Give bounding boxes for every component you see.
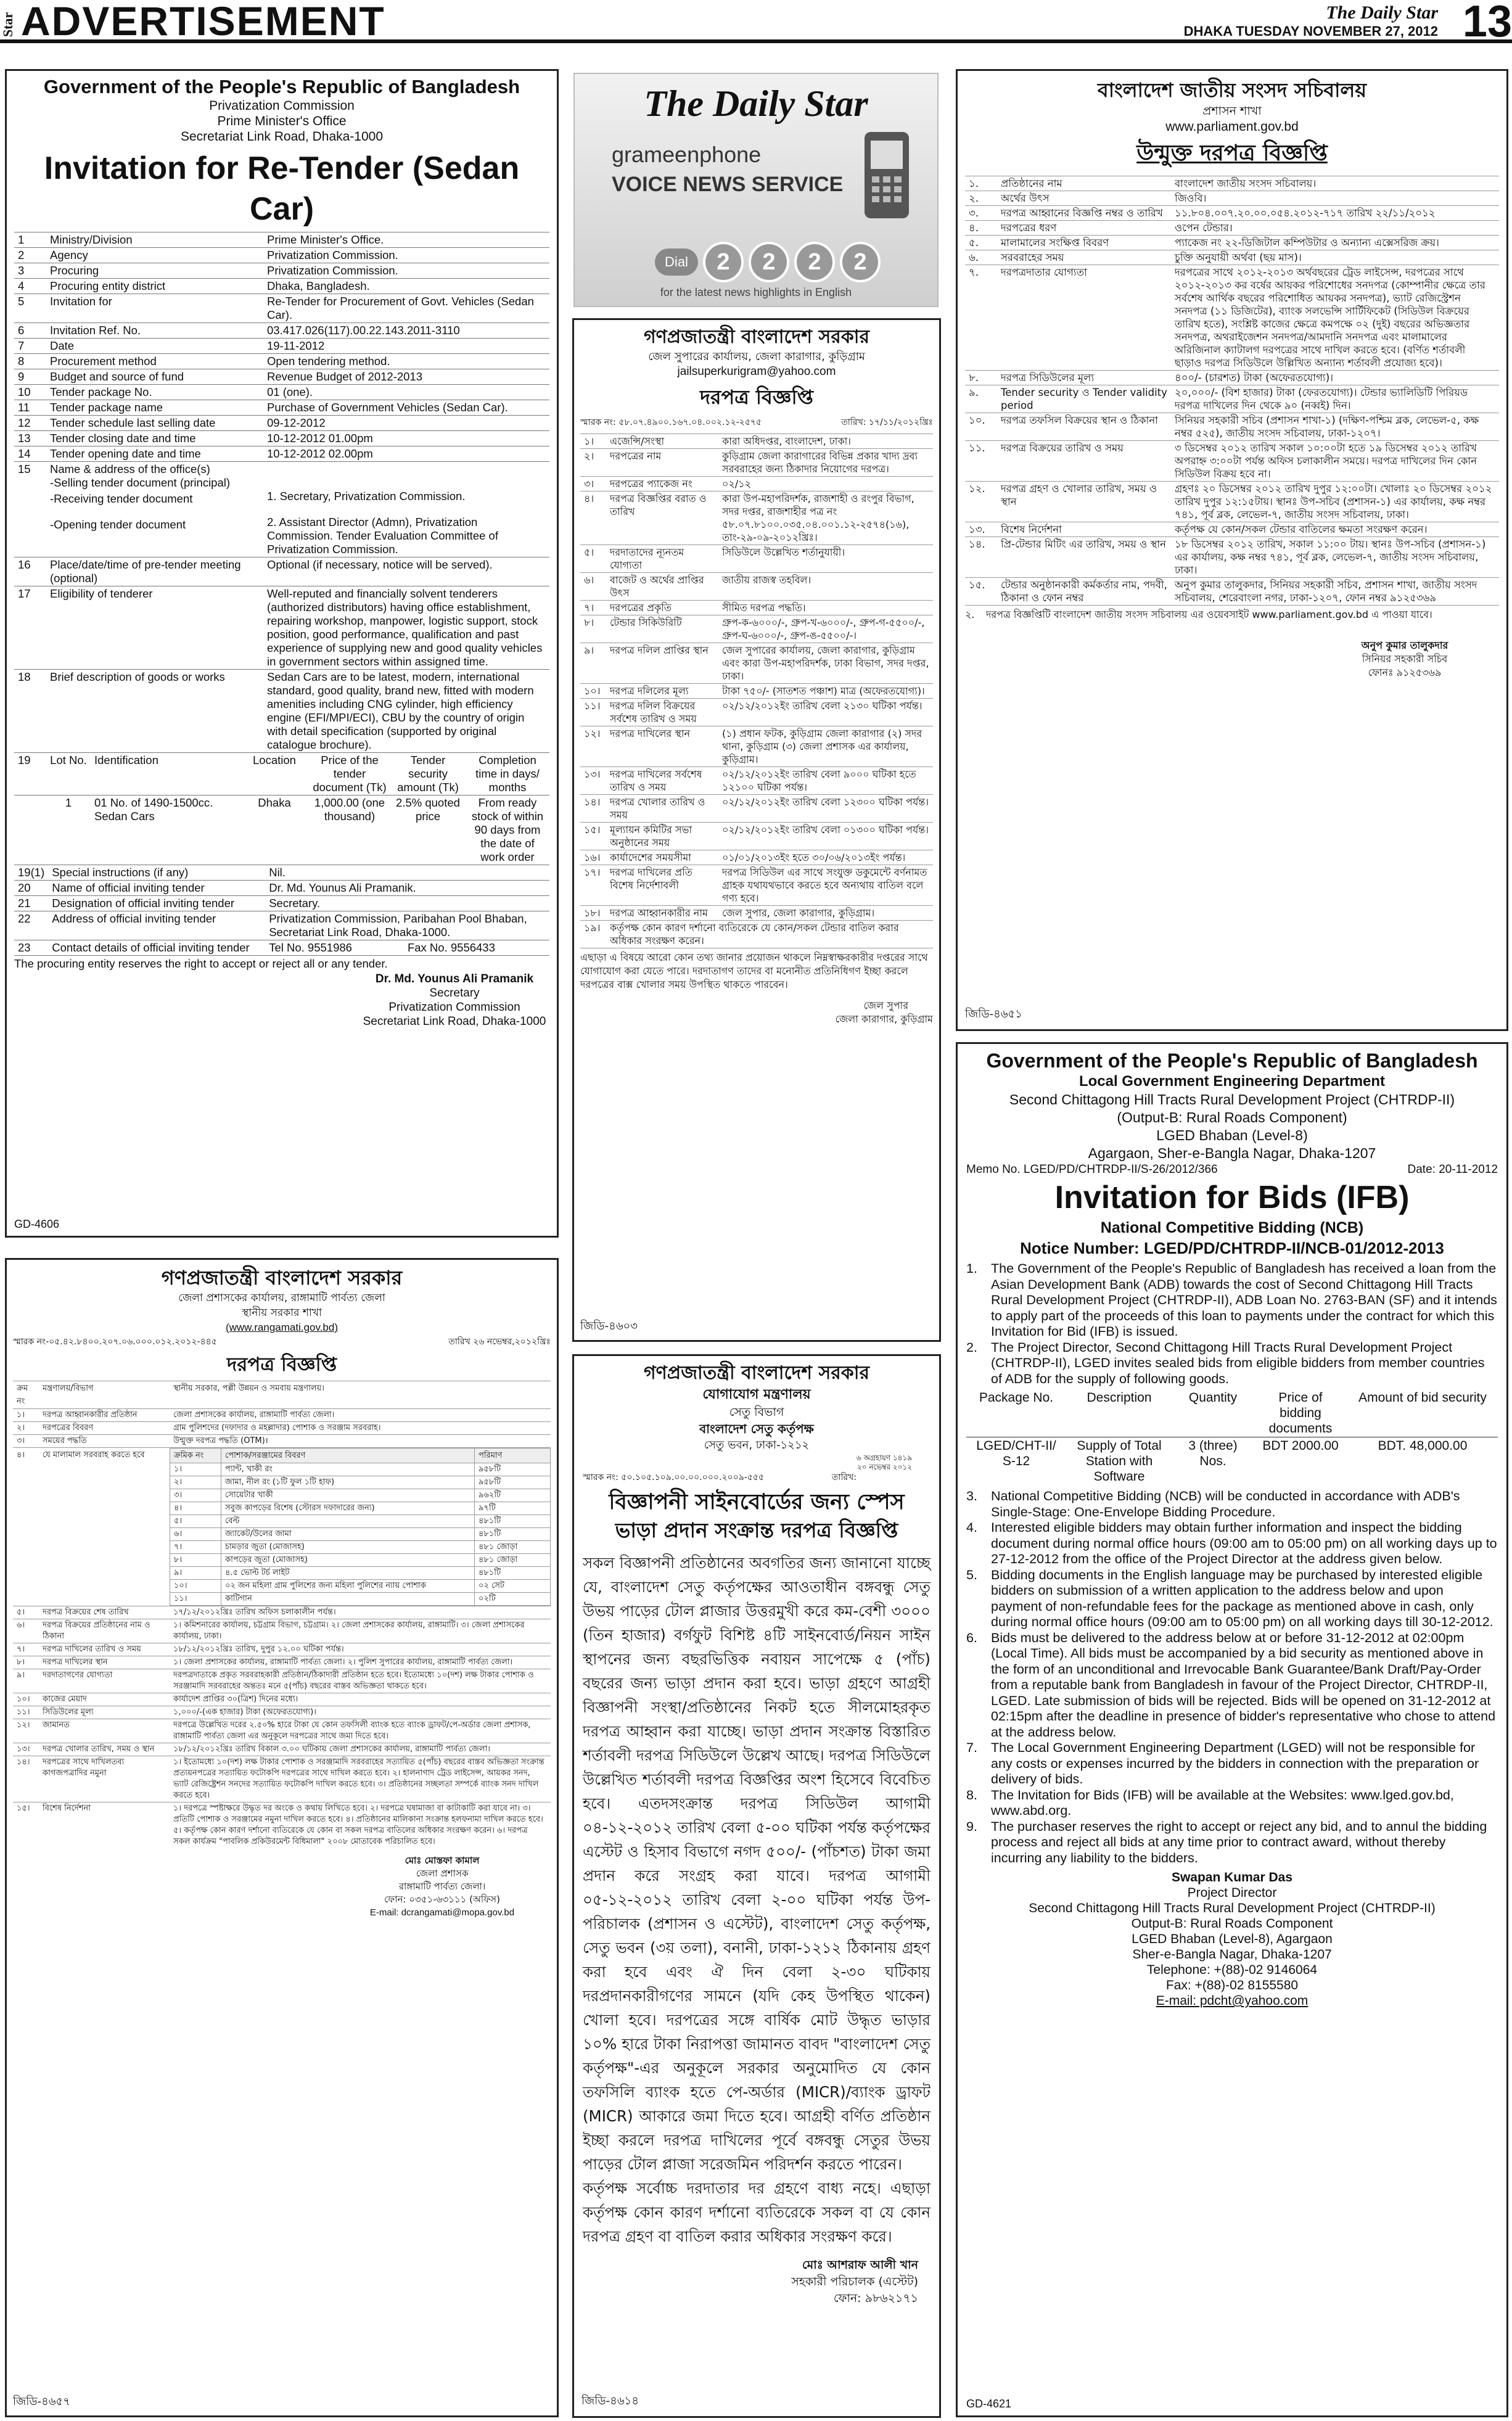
pc-signatory-org: Privatization Commission bbox=[388, 1001, 520, 1014]
table-row: ৪. দরপত্রের ধরণ ওপেন টেন্ডার। bbox=[965, 221, 1499, 236]
table-row: ১৫. টেন্ডার অনুষ্ঠানকারী কর্মকর্তার নাম, পদবী, ঠিকানা ও ফোন নম্বর অনুপ কুমার তালুকদার, সিনিয়র সহকারী সচিব, প্রশাসন শাখা, জাতীয় সংসদ সচিবালয়, শেরেবাংলা নগর, ঢাকা-১২০৭, ফোন নম্বর ৯১২৫৩৬৯ bbox=[965, 578, 1499, 606]
pc-lot-table bbox=[14, 752, 549, 865]
page-number: 13 bbox=[1462, 0, 1512, 46]
table-row: ৫। দরদাতাদের ন্যূনতম যোগ্যতা সিডিউলে উল্লেখিত শর্তানুযায়ী। bbox=[580, 545, 933, 573]
bridge-title: বিজ্ঞাপনী সাইনবোর্ডের জন্য স্পেস bbox=[609, 1490, 905, 1515]
jail-office: জেল সুপারের কার্যালয়, জেলা কারাগার, কুড়িগ্রাম bbox=[648, 350, 865, 363]
parl-branch: প্রশাসন শাখা bbox=[1202, 104, 1262, 118]
table-row: ১৫। বিশেষ নির্দেশনা ১। দরপত্রে স্পষ্টাক্ষরে উদ্ধৃত দর অংকে ও কথায় লিখিতে হবে। ২। দরপত্রে ঘষামাজা বা কাটাকাটি করা যাবে না। ৩। প্রতিটি পোশাক ও সরঞ্জামের নমুনা দাখিল করতে হবে। ৪। প্রতিষ্ঠানের মালিকানা সংক্রান্ত হলফনামা দাখিল করতে হবে। ৫। কর্তৃপক্ষ কোন কারণ দর্শানো ব্যতিরেকে যে কোন বা সকল দরপত্র বাতিলের অধিকার সংরক্ষণ করেন। ৬। দরপত্র সকল কার্যক্রম "পাবলিক প্রকিউরমেন্ট বিধিমালা" ২০০৮ মোতাবেক পরিচালিত হবে। bbox=[13, 1802, 551, 1849]
lged-dept: Local Government Engineering Department bbox=[1079, 1073, 1386, 1090]
lged-code: GD-4621 bbox=[966, 2398, 1012, 2410]
lged-date: Date: 20-11-2012 bbox=[1407, 1163, 1498, 1176]
table-row: 8 Procurement method Open tendering method. bbox=[14, 354, 549, 369]
table-row: ১০। দরপত্র দলিলের মূল্য টাকা ৭৫০/- (সাতশত পঞ্চাশ) মাত্র (অফেরতযোগ্য)। bbox=[580, 684, 933, 699]
table-row: ৫. মালামালের সংক্ষিপ্ত বিবরণ প্যাকেজ নং ২২-ডিজিটাল কম্পিউটার ও অন্যান্য এক্সেসরিজ ক্রয়। bbox=[965, 236, 1499, 250]
lged-memo: Memo No. LGED/PD/CHTRDP-II/S-26/2012/366 bbox=[966, 1163, 1218, 1176]
table-row: ১৭। দরপত্র দাখিলের প্রতি বিশেষ নির্দেশাবলী দরপত্র সিডিউল এর সাথে সংযুক্ত ডকুমেন্টে বর্ণনামত গ্রাহক যথাযথভাবে করতে হবে অন্যথায় বাতিল বলে গণ্য হবে। bbox=[580, 865, 933, 906]
table-row: ৮। কাপড়ের জুতা (মোজাসহ) ৪৮১ জোড়া bbox=[170, 1554, 551, 1567]
table-row: ২। দরপত্রের বিবরণ গ্রাম পুলিশদের (দফাদার ও মহল্লাদার) পোশাক ও সরঞ্জাম সরবরাহ। bbox=[13, 1422, 551, 1435]
table-row: ২. অর্থের উৎস জিওবি। bbox=[965, 191, 1499, 206]
table-row: ১৯। কর্তৃপক্ষ কোন কারণ দর্শানো ব্যতিরেকে যে কোন/সকল টেন্ডার বাতিল করার অধিকার সংরক্ষণ করেন। bbox=[580, 921, 933, 948]
rang-signatory-title: জেলা প্রশাসক bbox=[416, 1868, 469, 1879]
lged-sig-output: Output-B: Rural Roads Component bbox=[1131, 1917, 1333, 1931]
bridge-gov: গণপ্রজাতন্ত্রী বাংলাদেশ সরকার bbox=[644, 1362, 869, 1384]
lged-output: (Output-B: Rural Roads Component) bbox=[1117, 1109, 1347, 1125]
table-row: ১০। কাজের মেয়াদ কার্যাদেশ প্রাপ্তির ৩০(ত্রিশ) দিনের মধ্যে। bbox=[13, 1693, 551, 1706]
table-row: ১৩। দরপত্র দাখিলের সর্বশেষ তারিখ ও সময় ০২/১২/২০১২ইং তারিখ বেলা ৯০০০ ঘটিকা হতে ১২১০০ ঘটিকা পর্যন্ত। bbox=[580, 767, 933, 795]
parl-code: জিডি-৪৬৫১ bbox=[965, 1008, 1022, 1021]
jail-table bbox=[580, 434, 933, 948]
table-row: ৭। দরপত্র দাখিলের তারিখ ও সময় ১৮/১২/২০১২খ্রিঃ তারিখ, দুপুর ১২.০০ ঘটিকা পর্যন্ত। bbox=[13, 1643, 551, 1656]
pc-note: The procuring entity reserves the right to accept or reject all or any tender. bbox=[14, 955, 549, 972]
table-row: ৮. দরপত্র সিডিউলের মূল্য ৪০০/- (চারশত) টাকা (অফেরতযোগ্য)। bbox=[965, 371, 1499, 385]
lged-signatory: Swapan Kumar Das bbox=[1171, 1870, 1293, 1885]
table-row: ১৫। মূল্যায়ন কমিটির সভা অনুষ্ঠানের সময় ০২/১২/২০১২ইং তারিখ বেলা ০১৩০০ ঘটিকা পর্যন্ত। bbox=[580, 823, 933, 850]
parl-signatory: অনুপ কুমার তালুকদার bbox=[1361, 639, 1448, 651]
table-row: ১৮। দরপত্র আহ্বানকারীর নাম জেল সুপার, জেলা কারাগার, কুড়িগ্রাম। bbox=[580, 906, 933, 921]
table-row: ৩। সময়ের পদ্ধতি উন্মুক্ত দরপত্র পদ্ধতি (OTM)। bbox=[13, 1435, 551, 1448]
rang-items-table: ক্রমিক নং পোশাক/সরঞ্জামের বিবরণ পরিমাণ ১। প্যান্ট, খাকী রং ৯৫৮টি ২। জামা, নীল রং (১টি ফুল ১টি হাফ) ৯৫৮টি ৩। সোয়েটার খাকী ৯৬২টি ৪। সবুজ কাপড়ের বিশেষ (স্টোরস দফাদারের জন্য) ৯৭টি ৫। বেল্ট ৪৮১টি ৬। জ্যাকেট/উলের জামা ৪৮১টি ৭। চামড়ার জুতা (মোজাসহ) ৪৮১ জোড়া ৮। কাপড়ের জুতা (মোজাসহ) ৪৮১ জোড়া ৯। ৪.৫ ভোল্ট টর্চ লাইট ৪৮১টি ১০। ০২ জন মহিলা গ্রাম পুলিশের জন্য মহিলা পুলিশের ন্যায় পোশাক ০২ সেট ১১। কাটিগান ০২টি bbox=[170, 1448, 551, 1606]
rang-date: তারিখ ২৬ নভেম্বর,২০১২খ্রিঃ bbox=[448, 1337, 551, 1347]
table-row: ৪। সবুজ কাপড়ের বিশেষ (স্টোরস দফাদারের জন্য) ৯৭টি bbox=[170, 1502, 551, 1515]
lged-sig-address: Sher-e-Bangla Nagar, Dhaka-1207 bbox=[1132, 1947, 1332, 1962]
table-row: 16 Place/date/time of pre-tender meeting (optional) Optional (if necessary, notice will be served). bbox=[14, 557, 549, 586]
table-row: 6 Invitation Ref. No. 03.417.026(117).00.22.143.2011-3110 bbox=[14, 323, 549, 339]
bridge-authority: বাংলাদেশ সেতু কর্তৃপক্ষ bbox=[699, 1421, 814, 1436]
table-row: ১৪। দরপত্র খোলার তারিখ ও সময় ০২/১২/২০১২ইং তারিখ বেলা ১২৩০০ ঘটিকা পর্যন্ত। bbox=[580, 795, 933, 823]
bridge-memo: স্মারক নং: ৫০.১০৫.১০৯.০০.০০.০০০.২০০৯-৫৫৫ bbox=[583, 1473, 765, 1482]
rang-branch: স্থানীয় সরকার শাখা bbox=[242, 1307, 322, 1319]
jail-email: jailsuperkurigram@yahoo.com bbox=[677, 365, 836, 378]
table-row: 4 Procuring entity district Dhaka, Bangladesh. bbox=[14, 279, 549, 294]
masthead bbox=[0, 0, 1512, 46]
bridge-memo-date: তারিখ: bbox=[831, 1473, 857, 1482]
pc-office: Prime Minister's Office bbox=[217, 114, 347, 128]
lged-notice-no: Notice Number: LGED/PD/CHTRDP-II/NCB-01/2012-2013 bbox=[1020, 1239, 1444, 1257]
list-item: 9. The purchaser reserves the right to accept or reject any bid, and to annul the bidding process and reject all bids at any time prior to contract award, without thereby incurring any liability to the bidders. bbox=[966, 1819, 1487, 1865]
lged-ifb-ad bbox=[956, 1042, 1508, 2417]
lged-signatory-title: Project Director bbox=[1187, 1886, 1277, 1900]
jail-code: জিডি-৪৬০৩ bbox=[580, 1320, 638, 1333]
bridge-signatory: মোঃ আশরাফ আলী খান bbox=[802, 2258, 918, 2272]
privatization-ad bbox=[5, 69, 559, 1238]
table-row: 18 Brief description of goods or works Sedan Cars are to be latest, modern, international standard, good quality, brand new, fitted with modern amenities including CNG cylinder, high efficiency engine (EFI/MPI/ECI), CBU by the country of origin with detail specification (supported by original catalogue brochure). bbox=[14, 670, 549, 753]
bridge-authority-ad bbox=[572, 1354, 941, 2418]
list-item: 6. Bids must be delivered to the address below at or before 31-12-2012 at 02:00pm (Local Time). All bids must be accompanied by a bid security as mentioned above in the form of an unconditional and Irrevocable Bank Guarantee/Bank Draft/Pay-Order from a reputable bank from Bangladesh in favour of the Project Director, CHTRDP-II, LGED. Late submission of bids will be rejected. Bids will be opened on 31-12-2012 at 02:15pm after the deadline in presence of bidder's representative who chose to attend at the address below. bbox=[966, 1630, 1496, 1740]
pc-address: Secretariat Link Road, Dhaka-1000 bbox=[180, 129, 384, 144]
dial-label: Dial bbox=[655, 249, 698, 276]
paper-name: The Daily Star bbox=[1326, 2, 1438, 23]
jail-memo: স্মারক নং: ৫৮.০৭.৪৯০০.১৬৭.০৪.০০২.১২-২৫৭৫ bbox=[580, 417, 762, 427]
bridge-body: সকল বিজ্ঞাপনী প্রতিষ্ঠানের অবগতির জন্য জানানো যাচ্ছে যে, বাংলাদেশ সেতু কর্তৃপক্ষের আওতাধীন বঙ্গবন্ধু সেতু উভয় পাড়ের টোল প্লাজার উত্তরমুখী করে কম-বেশী ৩০০০ (তিন হাজার) বর্গফুট বিশিষ্ট ৪টি সাইনবোর্ড/নিয়ন সাইন স্থাপনের জন্য বছরভিত্তিক নবায়ন সাপেক্ষে ৫ (পাঁচ) বছরের জন্য ভাড়া প্রদান করা হবে। ভাড়া গ্রহণে আগ্রহী বিজ্ঞাপনী সংস্থা/প্রতিষ্ঠানের নিকট হতে সীলমোহরকৃত দরপত্র আহ্বান করা যাচ্ছে। ভাড়া প্রদান সংক্রান্ত বিস্তারিত শর্তাবলী দরপত্র সিডিউলে উল্লেখ আছে। দরপত্র সিডিউলে উল্লেখিত শর্তাবলী দরপত্র বিজ্ঞপ্তির অংশ হিসেবে বিবেচিত হবে। এতদসংক্রান্ত দরপত্র সিডিউল আগামী ০৪-১২-২০১২ তারিখ বেলা ৫-০০ ঘটিকা পর্যন্ত কর্তৃপক্ষের এস্টেট ও হিসাব বিভাগে নগদ ৫০০/- (পাঁচশত) টাকা জমা প্রদান করে সংগ্রহ করা যাবে। দরপত্র আগামী ০৫-১২-২০১২ তারিখ বেলা ২-০০ ঘটিকা পর্যন্ত উপ-পরিচালক (প্রশাসন ও এস্টেট), বাংলাদেশ সেতু কর্তৃপক্ষ, সেতু ভবন (৩য় তলা), বনানী, ঢাকা-১২১২ ঠিকানায় গ্রহণ করা হবে এবং ঐ দিন বেলা ২-৩০ ঘটিকায় দরপ্রদানকারীগণের সামনে (যদি কেহ উপস্থিত থাকেন) খোলা হবে। দরপত্রের সঙ্গে বার্ষিক মোট উদ্ধৃত ভাড়ার ১০% হারে টাকা নিরাপত্তা জামানত বাবদ "বাংলাদেশ সেতু কর্তৃপক্ষ"-এর অনুকূলে সরকার অনুমোদিত যে কোন তফসিলি ব্যাংক হতে পে-অর্ডার (MICR)/ব্যাংক ড্রাফট (MICR) আকারে জমা দিতে হবে। আগ্রহী বর্ণিত প্রতিষ্ঠান ইচ্ছা করলে দরপত্র দাখিলের পূর্বে বঙ্গবন্ধু সেতুর উভয় পাড়ের টোল প্লাজা সরেজমিন পরিদর্শন করতে পারেন। bbox=[583, 1554, 931, 2173]
table-row: 14 Tender opening date and time 10-12-2012 02.00pm bbox=[14, 446, 549, 462]
table-row: ৯। দরদাতাগণের যোগ্যতা দরপত্রদাতাকে প্রকৃত সরবরাহকারী প্রতিষ্ঠান/ঠিকাদারী প্রতিষ্ঠান হতে হবে। ইতোমধ্যে ১০(দশ) লক্ষ টাকার পোশাক ও সরঞ্জামাদি সরবরাহের অন্ততঃ মনে ৫(পাঁচ) বছরের বাস্তব অভিজ্ঞতা থাকতে হবে। bbox=[13, 1669, 551, 1693]
table-row: ১৬। কার্যাদেশের সময়সীমা ০১/০১/২০১৩ইং হতে ৩০/০৬/২০১৩ইং পর্যন্ত। bbox=[580, 850, 933, 865]
lged-telephone: Telephone: +(88)-02 9146064 bbox=[1146, 1963, 1318, 1977]
parl-table bbox=[965, 176, 1499, 605]
lged-sig-bhaban: LGED Bhaban (Level-8), Agargaon bbox=[1132, 1932, 1333, 1946]
table-row: ৩। দরপত্রের প্যাকেজ নং ০২/১২ bbox=[580, 477, 933, 491]
list-item: 8. The Invitation for Bids (IFB) will be available at the Websites: www.lged.gov.bd, www.abd.org. bbox=[966, 1787, 1454, 1818]
table-row: ২। দরপত্রের নাম কুড়িগ্রাম জেলা কারাগারের বিভিন্ন প্রকার খাদ্য দ্রব্য সরবরাহের জন্য ঠিকাদার নিয়োগের দরপত্র। bbox=[580, 449, 933, 477]
table-row: ১. প্রতিষ্ঠানের নাম বাংলাদেশ জাতীয় সংসদ সচিবালয়। bbox=[965, 176, 1499, 191]
rang-code: জিডি-৪৬৫৭ bbox=[13, 2395, 70, 2408]
list-item: 1. The Government of the People's Republic of Bangladesh has received a loan from the Asian Development Bank (ADB) towards the cost of Second Chittagong Hill Tracts Rural Development Project (CHTRDP-II), ADB Loan No. 2763-BAN (SF) and it intends to apply part of the proceeds of this loan to payments under the contract for which this Invitation for Bid (IFB) is issued. bbox=[966, 1261, 1497, 1339]
table-row: ৩. দরপত্র আহ্বানের বিজ্ঞপ্তি নম্বর ও তারিখ ১১.৮০৪.০০৭.২০.০০.০৫৪.২০১২-৭১৭ তারিখ ২২/১১/২০১২ bbox=[965, 206, 1499, 221]
pc-signatory-title: Secretary bbox=[429, 987, 480, 1000]
parl-title-org: বাংলাদেশ জাতীয় সংসদ সচিবালয় bbox=[1097, 78, 1367, 102]
table-row: ১৪। দরপত্রের সাথে দাখিলতব্য কাগজপত্রাদির নমুনা ১। ইতোমধ্যে ১০(দশ) লক্ষ টাকার পোশাক ও সরঞ্জামাদি সরবরাহের সত্যায়িত ৫(পাঁচ) বছরের বাস্তব অভিজ্ঞতা সংক্রান্ত প্রত্যয়নপত্রের সত্যায়িত ফটোকপি দরপত্রের সাথে দাখিল করতে হবে। ২। হালনাগাদ ট্রেড লাইসেন্স, আয়কর সনদ, ভ্যাট রেজিষ্ট্রেশন সনদের সত্যায়িত ফটোকপি দাখিল করতে হবে। ৩। প্রতিষ্ঠানের সচ্ছলতা সম্পর্কে ব্যাংক সনদ দাখিল করতে হবে। bbox=[13, 1756, 551, 1802]
table-row: 12 Tender schedule last selling date 09-12-2012 bbox=[14, 416, 549, 431]
table-row: 7 Date 19-11-2012 bbox=[14, 339, 549, 354]
rang-table bbox=[13, 1381, 551, 1848]
table-row: ১২। দরপত্র দাখিলের স্থান (১) প্রধান ফটক, কুড়িগ্রাম জেলা কারাগার (২) সদর থানা, কুড়িগ্রাম (৩) জেলা প্রশাসক এর কার্যালয়, কুড়িগ্রাম। bbox=[580, 726, 933, 767]
dial-digit: 2 bbox=[749, 242, 789, 282]
rang-phone: ফোন: ০৩৫১-৬৩১১১ (অফিস) bbox=[384, 1894, 500, 1905]
bridge-date: ২০ নভেম্বর ২০১২ bbox=[857, 1463, 912, 1471]
table-row: 23 Contact details of official inviting tender Tel No. 9551986 Fax No. 9556433 bbox=[14, 940, 549, 956]
parl-note-no: ২. bbox=[965, 609, 975, 620]
voice-news-promo bbox=[573, 73, 939, 307]
promo-brand: grameenphone bbox=[612, 142, 762, 167]
jail-date: তারিখ: ১৭/১১/২০১২খ্রিঃ bbox=[841, 417, 933, 427]
table-row: ১২। জামানত দরপত্রে উল্লেখিত দরের ২.৫০% হারে টাকা যে কোন তফসিলী ব্যাংক হতে ব্যাংক ড্রাফট/পে-অর্ডার জেলা প্রশাসক, রাঙ্গামাটি পার্বত্য জেলা এর অনুকূলে দরপত্রের সাথে জমা দিতে হবে। bbox=[13, 1719, 551, 1743]
pc-table-2 bbox=[14, 865, 549, 955]
table-row: ৫। দরপত্র বিক্রয়ের শেষ তারিখ ১৭/১২/২০১২খ্রিঃ তারিখ অফিস চলাকালীন পর্যন্ত। bbox=[13, 1606, 551, 1619]
table-row: 15 Name & address of the office(s) -Selling tender document (principal) -Receiving tender document -Opening tender document 1. Secretary, Privatization Commission. 2. Assistant Director (Admn), Privatization Commission. Tender Evaluation Committee of Privatization Commission. bbox=[14, 462, 549, 557]
table-row: 22 Address of official inviting tender Privatization Commission, Paribahan Pool Bhaban, Secretariat Link Road, Dhaka-1000. bbox=[14, 911, 549, 940]
table-row: 11 Tender package name Purchase of Government Vehicles (Sedan Car). bbox=[14, 400, 549, 416]
table-row: ৬। বাজেট ও অর্থের প্রাপ্তির উৎস জাতীয় রাজস্ব তহবিল। bbox=[580, 573, 933, 601]
dateline: DHAKA TUESDAY NOVEMBER 27, 2012 bbox=[1183, 23, 1438, 39]
lged-ncb: National Competitive Bidding (NCB) bbox=[1100, 1219, 1364, 1236]
rang-office: জেলা প্রশাসকের কার্যালয়, রাঙ্গামাটি পার্বত্য জেলা bbox=[178, 1292, 385, 1304]
list-item: 4. Interested eligible bidders may obtain further information and inspect the bidding document during normal office hours (09:00 am to 05:00 pm) on all working days up to 27-12-2012 from the office of the Project Director at the address given below. bbox=[966, 1520, 1497, 1566]
parl-website[interactable]: www.parliament.gov.bd bbox=[1165, 120, 1299, 134]
jail-signatory: জেল সুপার bbox=[863, 1000, 908, 1011]
pc-code: GD-4606 bbox=[14, 1218, 60, 1230]
parl-title: উন্মুক্ত দরপত্র বিজ্ঞপ্তি bbox=[1136, 141, 1328, 166]
table-row: ১০. দরপত্র তফসিল বিক্রয়ের স্থান ও ঠিকানা সিনিয়র সহকারী সচিব (প্রশাসন শাখা-১) (দক্ষিণ-পশ্চিম ব্লক, লেভেল-৫, কক্ষ নম্বর ৫২৫), জাতীয় সংসদ সচিবালয়, ঢাকা-১২০৭। bbox=[965, 413, 1499, 441]
pc-gov: Government of the People's Republic of Bangladesh bbox=[43, 76, 520, 97]
pc-signatory: Dr. Md. Younus Ali Pramanik bbox=[375, 972, 534, 985]
dial-digit: 2 bbox=[703, 242, 744, 282]
rang-website[interactable]: (www.rangamati.gov.bd) bbox=[225, 1321, 339, 1333]
dial-digit: 2 bbox=[840, 242, 881, 282]
table-row: 13 Tender closing date and time 10-12-2012 01.00pm bbox=[14, 431, 549, 446]
dial-digit: 2 bbox=[794, 242, 835, 282]
table-row: ৪। দরপত্র বিজ্ঞপ্তির বরাত ও তারিখ কারা উপ-মহাপরিদর্শক, রাজশাহী ও রংপুর বিভাগ, সদর দপ্তর, রাজশাহীর পত্র নং ৫৮.০৭.৮১০০.০৩৫.০৪.০০১.১২-২৫৭৪(১৬), তাং-২৯-০৯-২০১২খ্রিঃ। bbox=[580, 491, 933, 545]
table-row: ১১। দরপত্র দলিল বিক্রয়ের সর্বশেষ তারিখ ও সময় ০২/১২/২০১২ইং তারিখ বেলা ২১৩০ ঘটিকা পর্যন্ত। bbox=[580, 699, 933, 726]
bridge-subtitle: ভাড়া প্রদান সংক্রান্ত দরপত্র বিজ্ঞপ্তি bbox=[615, 1518, 898, 1542]
table-row: ১৪. প্রি-টেন্ডার মিটিং এর তারিখ, সময় ও স্থান ১৮ ডিসেম্বর ২০১২ তারিখ, সকাল ১১:০০ টায়। স্থানঃ উপ-সচিব (প্রশাসন-১) এর কার্যালয়, কক্ষ নম্বর ৭৪১, পূর্ব ব্লক, লেভেল-৭, জাতীয় সংসদ সচিবালয়, ঢাকা। bbox=[965, 537, 1499, 578]
bridge-code: জিডি-৪৬১৪ bbox=[581, 2394, 639, 2407]
rang-title: দরপত্র বিজ্ঞপ্তি bbox=[226, 1354, 337, 1376]
table-row: ৩। সোয়েটার খাকী ৯৬২টি bbox=[170, 1489, 551, 1502]
table-row: ৯. Tender security ও Tender validity period ২০,০০০/- (বিশ হাজার) টাকা (ফেরতযোগ্য)। টেন্ডার ভ্যালিডিটি পিরিয়ড দরপত্র দাখিলের দিন থেকে ৯০ (নব্বই) দিন। bbox=[965, 385, 1499, 413]
table-row: ৪। যে মালামাল সরবরাহ করতে হবে ক্রমিক নং পোশাক/সরঞ্জামের বিবরণ পরিমাণ ১। প্যান্ট, খাকী রং ৯৫৮টি ২। জামা, নীল রং (১টি ফুল ১টি হাফ) ৯৫৮টি ৩। সোয়েটার খাকী ৯৬২টি ৪। সবুজ কাপড়ের বিশেষ (স্টোরস দফাদারের জন্য) ৯৭টি ৫। বেল্ট ৪৮১টি ৬। জ্যাকেট/উলের জামা ৪৮১টি ৭। চামড়ার জুতা (মোজাসহ) ৪৮১ জোড়া ৮। কাপড়ের জুতা (মোজাসহ) ৪৮১ জোড়া ৯। ৪.৫ ভোল্ট টর্চ লাইট ৪৮১টি ১০। ০২ জন মহিলা গ্রাম পুলিশের জন্য মহিলা পুলিশের ন্যায় পোশাক ০২ সেট ১১। কাটিগান ০২টি bbox=[13, 1448, 551, 1606]
lged-email[interactable]: E-mail: pdcht@yahoo.com bbox=[1156, 1994, 1309, 2008]
rang-signatory-org: রাঙ্গামাটি পার্বত্য জেলা। bbox=[398, 1881, 486, 1892]
table-row: ১১। সিডিউলের মূল্য ১,০০০/-(এক হাজার) টাকা (অফেরতযোগ্য)। bbox=[13, 1706, 551, 1719]
lged-gov: Government of the People's Republic of Bangladesh bbox=[986, 1050, 1478, 1072]
bridge-signatory-title: সহকারী পরিচালক (এস্টেট) bbox=[791, 2275, 918, 2288]
promo-footer: for the latest news highlights in English bbox=[660, 286, 852, 298]
table-row: ১০। ০২ জন মহিলা গ্রাম পুলিশের জন্য মহিলা পুলিশের ন্যায় পোশাক ০২ সেট bbox=[170, 1580, 551, 1593]
lged-fax: Fax: +(88)-02 8155580 bbox=[1165, 1978, 1299, 1992]
table-row: 10 Tender package No. 01 (one). bbox=[14, 385, 549, 400]
table-row: 1 01 No. of 1490-1500cc. Sedan Cars Dhaka 1,000.00 (one thousand) 2.5% quoted price From ready stock of within 90 days from the date of work order bbox=[14, 795, 549, 865]
bridge-division: সেতু বিভাগ bbox=[729, 1405, 784, 1419]
table-row: ৫। বেল্ট ৪৮১টি bbox=[170, 1515, 551, 1528]
table-row: ৬। জ্যাকেট/উলের জামা ৪৮১টি bbox=[170, 1528, 551, 1541]
bridge-ministry: যোগাযোগ মন্ত্রণালয় bbox=[702, 1387, 811, 1402]
table-row: ১। প্যান্ট, খাকী রং ৯৫৮টি bbox=[170, 1463, 551, 1476]
phone-icon bbox=[852, 127, 920, 226]
bridge-address: সেতু ভবন, ঢাকা-১২১২ bbox=[704, 1439, 810, 1452]
jail-gov: গণপ্রজাতন্ত্রী বাংলাদেশ সরকার bbox=[644, 326, 869, 348]
table-row: 20 Name of official inviting tender Dr. Md. Younus Ali Pramanik. bbox=[14, 881, 549, 896]
parl-signatory-title: সিনিয়র সহকারী সচিব bbox=[1362, 653, 1448, 665]
bridge-phone: ফোন: ৯৮৬২১৭১ bbox=[833, 2292, 918, 2305]
table-row: ৭। চামড়ার জুতা (মোজাসহ) ৪৮১ জোড়া bbox=[170, 1541, 551, 1554]
table-row: 2 Agency Privatization Commission. bbox=[14, 248, 549, 263]
table-row: 9 Budget and source of fund Revenue Budget of 2012-2013 bbox=[14, 369, 549, 385]
table-row: ২। জামা, নীল রং (১টি ফুল ১টি হাফ) ৯৫৮টি bbox=[170, 1476, 551, 1489]
table-row: ১। এজেন্সি/সংস্থা কারা অধিদপ্তর, বাংলাদেশ, ঢাকা। bbox=[580, 434, 933, 449]
rangamati-ad bbox=[5, 1258, 559, 2417]
star-logo: Star bbox=[0, 12, 15, 37]
pc-signatory-address: Secretariat Link Road, Dhaka-1000 bbox=[363, 1015, 546, 1028]
pc-agency: Privatization Commission bbox=[209, 99, 355, 113]
table-row: 19 Lot No. Identification Location Price of the tender document (Tk) Tender security amount (Tk) Completion time in days/ months bbox=[14, 753, 549, 795]
bridge-body-2: কর্তৃপক্ষ সর্বোচ্চ দরদাতার দর গ্রহণে বাধ্য নহে। এছাড়া কর্তৃপক্ষ কোন কারণ দর্শানো ব্যতিরেকে সকল বা যে কোন দরপত্র গ্রহণ বা বাতিল করার অধিকার সংরক্ষণ করে। bbox=[583, 2179, 931, 2245]
table-row: ৯। দরপত্র দলিল প্রাপ্তির স্থান জেল সুপারের কার্যালয়, জেলা কারাগার, কুড়িগ্রাম এবং কারা উপ-মহাপরিদর্শক, ঢাকা বিভাগ, সদর দপ্তর, ঢাকা। bbox=[580, 643, 933, 684]
promo-paper-name: The Daily Star bbox=[644, 83, 868, 124]
parl-phone: ফোনঃ ৯১২৫৩৬৯ bbox=[1368, 667, 1442, 678]
table-row: ৭। দরপত্রের প্রকৃতি সীমিত দরপত্র পদ্ধতি। bbox=[580, 601, 933, 615]
list-item: 5. Bidding documents in the English language may be purchased by interested eligible bidders on submission of a written application to the address below and upon payment of non-refundable fees for the package as mentioned above in cash, only during normal office hours (09:00 am to 05:00 pm) on all working days till 30-12-2012. bbox=[966, 1567, 1494, 1629]
lged-project: Second Chittagong Hill Tracts Rural Development Project (CHTRDP-II) bbox=[1009, 1091, 1455, 1108]
table-row: 1 Ministry/Division Prime Minister's Office. bbox=[14, 232, 549, 248]
list-item: 2. The Project Director, Second Chittagong Hill Tracts Rural Development Project (CHTRDP-II), LGED invites sealed bids from eligible bidders from member countries of ADB for the supply of following goods. bbox=[966, 1339, 1485, 1386]
bridge-date-bn: ৬ অগ্রহায়ণ ১৪১৯ bbox=[856, 1453, 912, 1462]
table-row: ১১। কাটিগান ০২টি bbox=[170, 1593, 551, 1606]
list-item: 7. The Local Government Engineering Department (LGED) will not be responsible for any costs or expenses incurred by the bidders in connection with the preparation or delivery of bids. bbox=[966, 1740, 1479, 1786]
list-item: 3. National Competitive Bidding (NCB) will be conducted in accordance with ADB's Single-Stage: One-Envelope Bidding Procedure. bbox=[966, 1489, 1460, 1519]
rang-signatory: মোঃ মোস্তফা কামাল bbox=[405, 1855, 480, 1866]
table-row: ৭. দরপত্রদাতার যোগ্যতা দরপত্রের সাথে ২০১২-২০১৩ অর্থবছরের ট্রেড লাইসেন্স, দরপত্রের সাথে ২০১২-২০১৩ কর বর্ষের আয়কর পরিশোধের সনদপত্র (কোম্পানীর ক্ষেত্রে তার সর্বশেষ আর্থিক বছরের পরিশোধিত আয়কর সনদপত্র), ভ্যাট রেজিস্ট্রেশন সনদপত্র (১১ ডিজিটের), ব্যাংক সলভেন্সি সার্টিফিকেট (সিডিউল বিক্রয়ের তারিখ হতে), সংশ্লিষ্ট কাজের ক্ষেত্রে কমপক্ষে ০২ (দুই) বছরের অভিজ্ঞতার সনদপত্র, অথরাইজেশন সনদপত্র/আমদানি সনদপত্র এবং মালামালের অরিজিনাল ক্যাটালগ দরপত্রের সাথে দাখিল করতে হবে। (বর্ণিত শর্তাবলী ছাড়াও দরপত্র সিডিউলে উল্লিখিত অন্যান্য শর্তাবলী প্রযোজ্য হবে)। bbox=[965, 265, 1499, 371]
promo-service: VOICE NEWS SERVICE bbox=[612, 173, 844, 196]
table-row: 17 Eligibility of tenderer Well-reputed and financially solvent tenderers (authorized distributors) having office establishment, repairing workshop, manpower, logistic support, stock position, good performance, qualification and past experience of supplying new and good quality vehicles in government sectors within assigned time. bbox=[14, 586, 549, 670]
table-row: ৮। দরপত্র দাখিলের স্থান ১। জেলা প্রশাসকের কার্যালয়, রাঙ্গামাটি পার্বত্য জেলা। ২। পুলিশ সুপারের কার্যালয়, রাঙ্গামাটি পার্বত্য জেলা। bbox=[13, 1656, 551, 1669]
lged-address: Agargaon, Sher-e-Bangla Nagar, Dhaka-1207 bbox=[1088, 1145, 1376, 1161]
lged-bhaban: LGED Bhaban (Level-8) bbox=[1156, 1127, 1308, 1143]
table-row: ১২. দরপত্র গ্রহণ ও খোলার তারিখ, সময় ও স্থান গ্রহণঃ ২০ ডিসেম্বর ২০১২ তারিখ দুপুর ১২:০০টা। খোলাঃ ২০ ডিসেম্বর ২০১২ তারিখ দুপুর ১২:১৫টায়। স্থানঃ উপ-সচিব (প্রশাসন-১) এর কার্যালয়, কক্ষ নম্বর ৭৪১, পূর্ব ব্লক, লেভেল-৭, জাতীয় সংসদ সচিবালয়, ঢাকা। bbox=[965, 482, 1499, 522]
parl-note: দরপত্র বিজ্ঞপ্তিটি বাংলাদেশ জাতীয় সংসদ সচিবালয় এর ওয়েবসাইট www.parliament.gov.bd এ পাওয়া যাবে। bbox=[986, 609, 1432, 620]
table-row: ১। দরপত্র আহ্বানকারীর প্রতিষ্ঠান জেলা প্রশাসকের কার্যালয়, রাঙ্গামাটি পার্বত্য জেলা। bbox=[13, 1409, 551, 1422]
rang-email: E-mail: dcrangamati@mopa.gov.bd bbox=[369, 1907, 515, 1918]
parliament-ad bbox=[956, 69, 1508, 1031]
lged-sig-project: Second Chittagong Hill Tracts Rural Development Project (CHTRDP-II) bbox=[1029, 1901, 1436, 1915]
lged-package-table: Package No. Description Quantity Price of bidding documents Amount of bid security LGED/CHT-II/ S-12 Supply of Total Station with Software 3 (three) Nos. BDT 2000.00 BDT. 48,000.00 bbox=[966, 1389, 1498, 1485]
table-row: ৮। টেন্ডার সিকিউরিটি গ্রুপ-ক-৬০০০/-, গ্রুপ-খ-৬০০০/-, গ্রুপ-গ-৫৫০০/-, গ্রুপ-ঘ-৬০০০/-, গ্রুপ-ঙ-৫৫০০/-। bbox=[580, 615, 933, 643]
table-row: ৯। ৪.৫ ভোল্ট টর্চ লাইট ৪৮১টি bbox=[170, 1567, 551, 1580]
jail-signatory-org: জেলা কারাগার, কুড়িগ্রাম bbox=[835, 1013, 933, 1025]
jail-title: দরপত্র বিজ্ঞপ্তি bbox=[700, 385, 813, 409]
rang-gov: গণপ্রজাতন্ত্রী বাংলাদেশ সরকার bbox=[161, 1266, 403, 1289]
table-row: 5 Invitation for Re-Tender for Procurement of Govt. Vehicles (Sedan Car). bbox=[14, 294, 549, 323]
kurigram-jail-ad bbox=[572, 318, 941, 1342]
table-row: ১৩। দরপত্র খোলার তারিখ, সময় ও স্থান ১৮/১২/২০১২খ্রিঃ তারিখ বিকাল ৩.০০ ঘটিকায় জেলা প্রশাসকের কার্যালয়, রাঙ্গামাটি পার্বত্য জেলা। bbox=[13, 1743, 551, 1756]
table-row: ১১. দরপত্র বিক্রয়ের তারিখ ও সময় ৩ ডিসেম্বর ২০১২ তারিখ সকাল ১০:০০টা হতে ১৯ ডিসেম্বর ২০১২ তারিখ অপরাহ্ন ৩:০০টা পর্যন্ত অফিস চলাকালীন সময়ে। দরপত্র দাখিলের দিন কোন সিডিউল বিক্রয় হবে না। bbox=[965, 441, 1499, 482]
table-row: 3 Procuring Privatization Commission. bbox=[14, 263, 549, 279]
pc-title: Invitation for Re-Tender (Sedan Car) bbox=[44, 150, 520, 227]
lged-title: Invitation for Bids (IFB) bbox=[1054, 1180, 1410, 1215]
table-row: ১৩. বিশেষ নির্দেশনা কর্তৃপক্ষ যে কোন/সকল টেন্ডার বাতিলের ক্ষমতা সংরক্ষণ করেন। bbox=[965, 522, 1499, 537]
table-row: 19(1) Special instructions (if any) Nil. bbox=[14, 865, 549, 881]
table-row: ক্রম নং মন্ত্রণালয়/বিভাগ স্থানীয় সরকার, পল্লী উন্নয়ন ও সমবায় মন্ত্রণালয়। bbox=[13, 1381, 551, 1409]
table-row: 21 Designation of official inviting tender Secretary. bbox=[14, 896, 549, 911]
jail-note: এছাড়া এ বিষয়ে আরো কোন তথ্য জানার প্রয়োজন থাকলে নিম্নস্বাক্ষরকারীর দপ্তরের সাথে যোগাযোগ করা যেতে পারে। দরদাতাগণ তাদের বা মনোনীত প্রতিনিধিগণ ইচ্ছা করলে দরপত্রের বাক্স খোলার সময় উপস্থিত থাকতে পারবেন। bbox=[580, 948, 933, 992]
table-row: ৬। দরপত্র বিক্রয়ের প্রতিষ্ঠানের নাম ও ঠিকানা ১। কমিশনারের কার্যালয়, চট্টগ্রাম বিভাগ, চট্টগ্রাম। ২। জেলা প্রশাসকের কার্যালয়, রাঙ্গামাটি। ৩। জেলা প্রশাসকের কার্যালয়, ঢাকা। bbox=[13, 1619, 551, 1643]
rang-memo: স্মারক নং-০৫.৪২.৮৪০০.২০৭.০৬.০০০.০১২.২০১২-৪৪৫ bbox=[13, 1337, 217, 1347]
pc-table bbox=[14, 232, 549, 752]
section-title: ADVERTISEMENT bbox=[21, 0, 385, 44]
table-row: ৬. সরবরাহের সময় চুক্তি অনুযায়ী অর্থবা (ছয় মাস)। bbox=[965, 250, 1499, 265]
